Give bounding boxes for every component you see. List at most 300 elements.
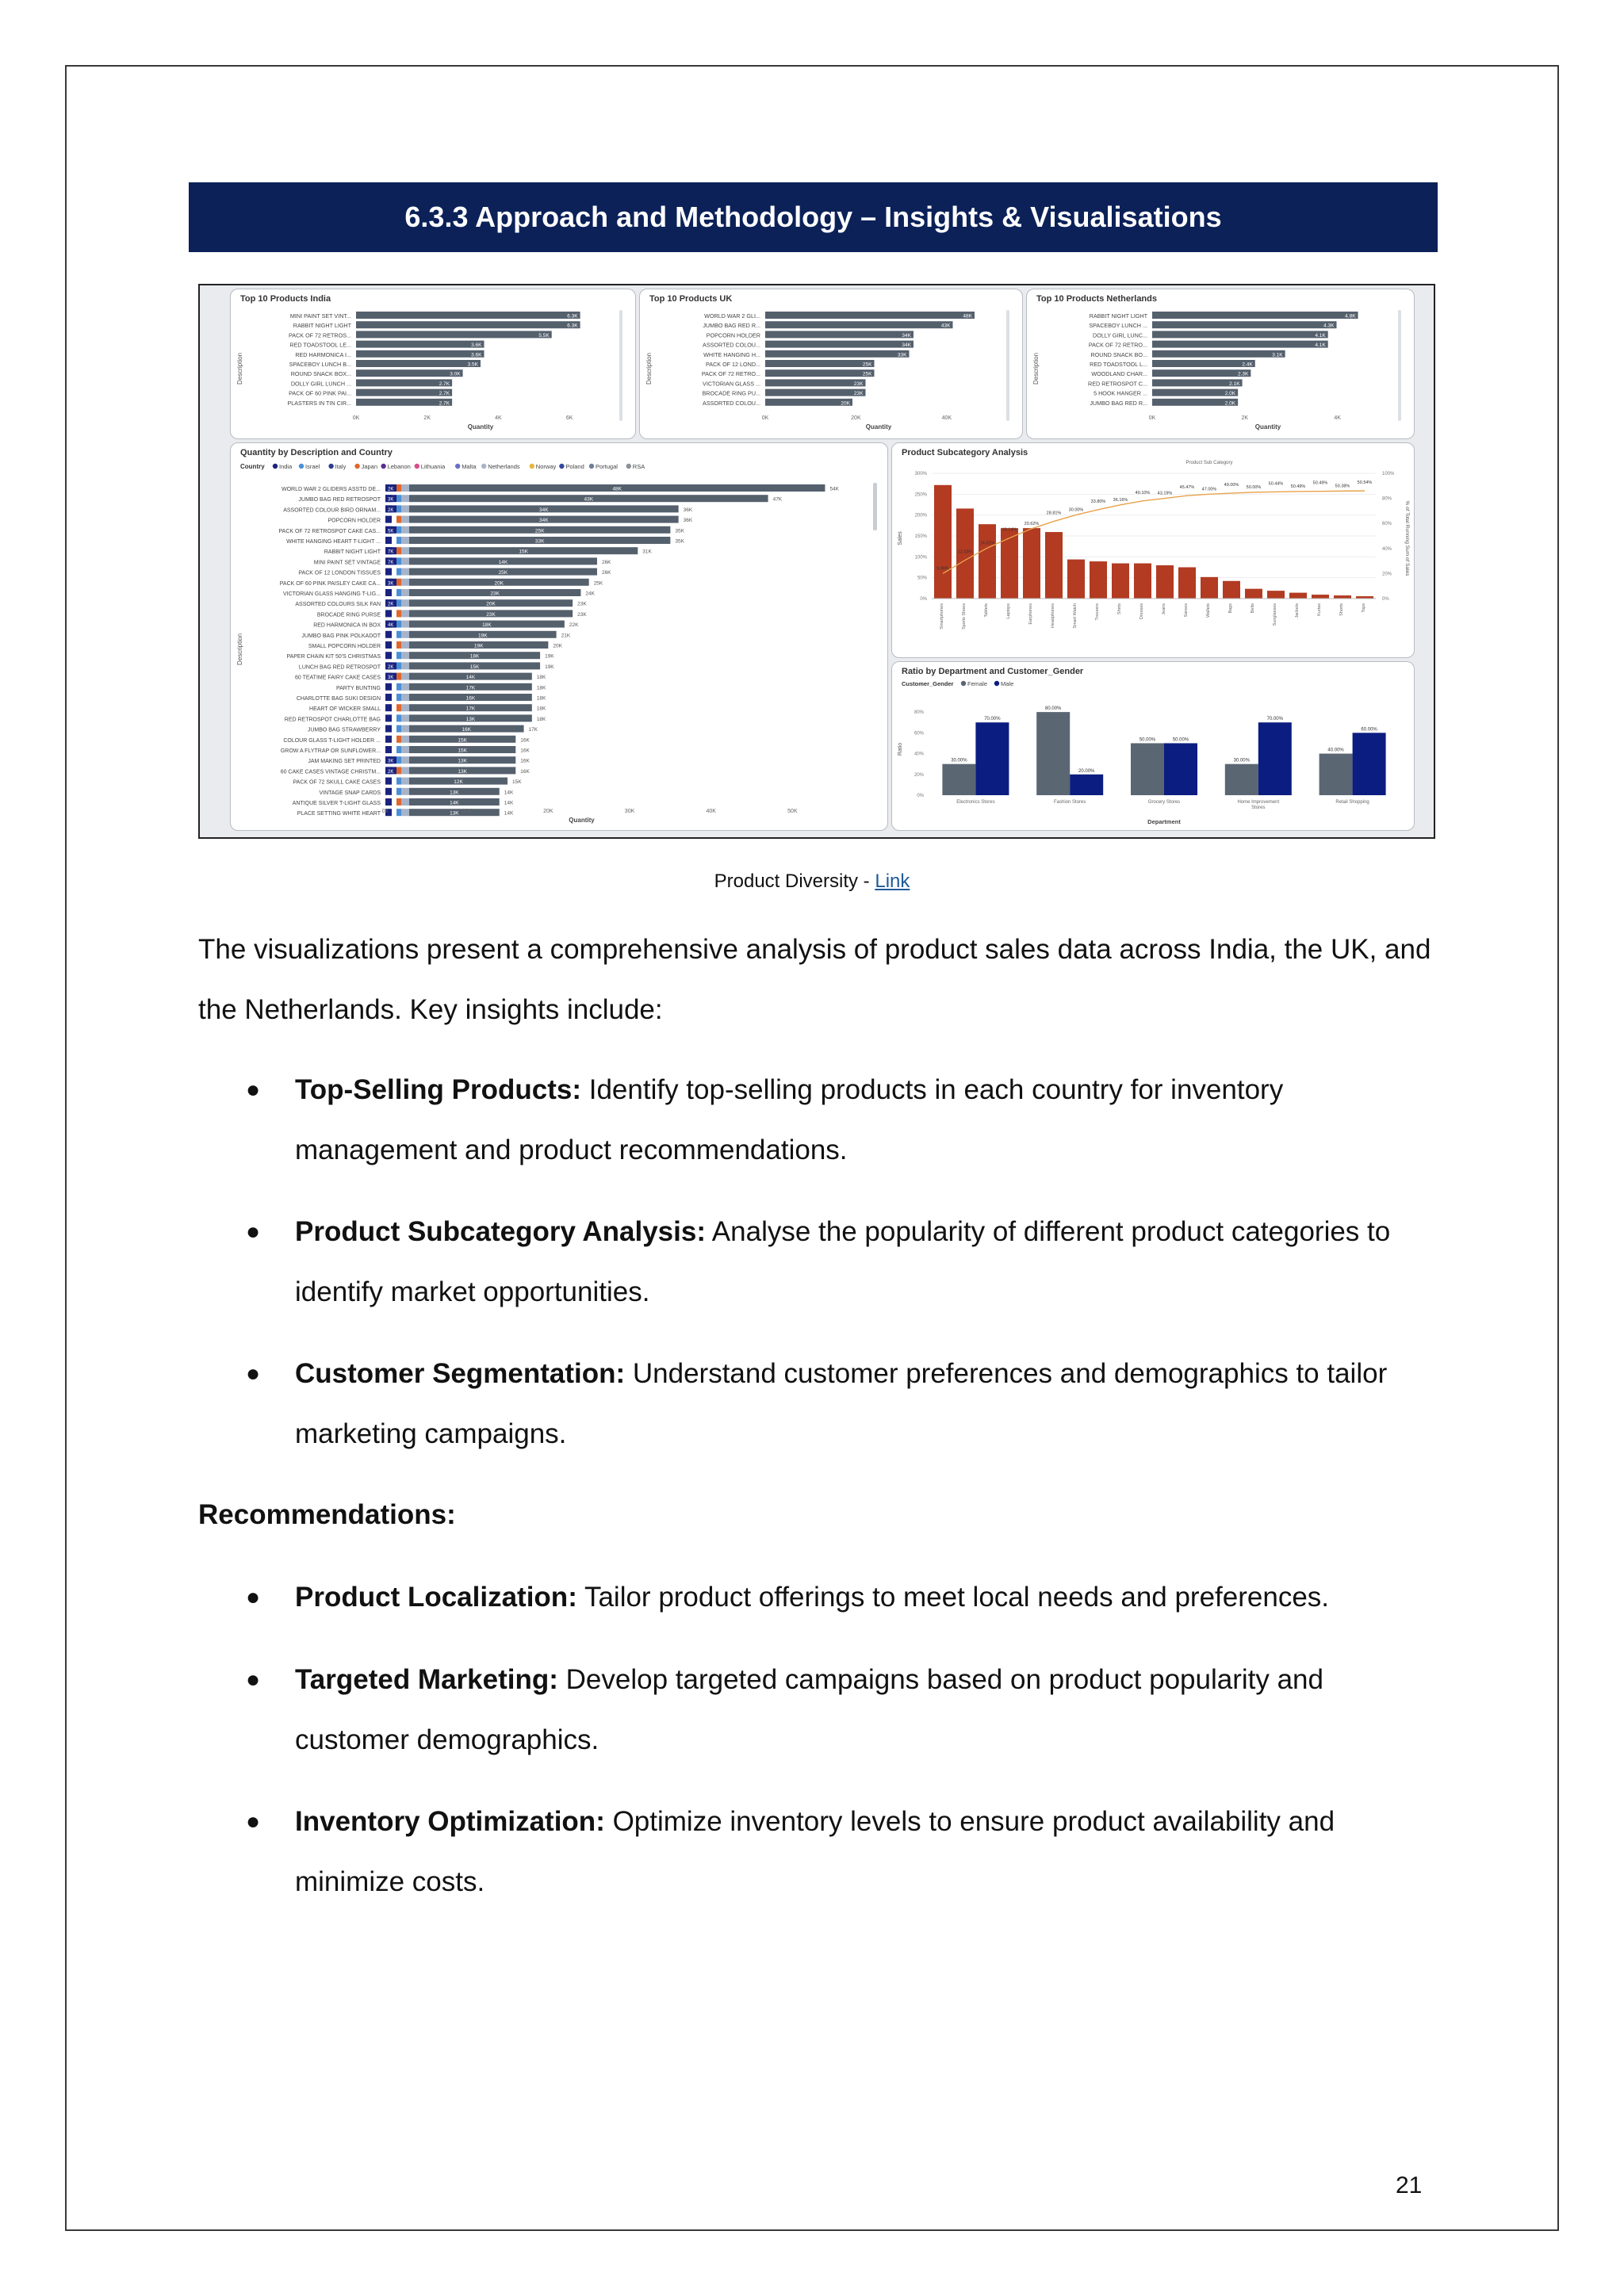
bar-segment — [396, 484, 401, 492]
y-tick-label: 150% — [914, 534, 927, 539]
x-tick-label: 20K — [543, 809, 553, 814]
bar — [1201, 577, 1218, 599]
bar-segment — [396, 641, 401, 649]
legend-marker — [481, 464, 486, 469]
bar-total-label: 16K — [520, 758, 530, 764]
bar-value-label: 5.5K — [538, 332, 550, 339]
bar-segment-label: 2K — [388, 664, 394, 670]
bar-value-label: 2.7K — [439, 400, 450, 407]
recommendation-item — [295, 1567, 1437, 1628]
legend-marker — [559, 464, 564, 469]
bar-value-label: 25K — [862, 371, 872, 377]
bar-segment — [401, 599, 409, 607]
bar — [1267, 591, 1285, 599]
bar — [356, 331, 552, 338]
line-point-label: 28.81% — [1046, 511, 1062, 516]
y-tick-label: 0% — [920, 597, 927, 602]
bar-value-label: 20K — [841, 400, 850, 407]
line-point-label: 50.49% — [1290, 484, 1306, 489]
bar-value-label: 50.00% — [1139, 737, 1156, 743]
x-tick-label: 10K — [462, 809, 472, 814]
panel-qty-desc — [230, 442, 888, 831]
bar-label: SMALL POPCORN HOLDER — [308, 644, 381, 649]
panel-title: Quantity by Description and Country — [240, 448, 393, 457]
bar-total-label: 18K — [536, 695, 546, 702]
bar-label: 5 HOOK HANGER ... — [1094, 389, 1147, 397]
bar-label: ASSORTED COLOU... — [703, 399, 760, 407]
insight-text: Analyse the popularity of different product categories to identify market opportunities. — [295, 1216, 1391, 1307]
bar-segment — [385, 631, 392, 638]
bar-value-label: 25K — [498, 570, 508, 576]
bar-label: 60 CAKE CASES VINTAGE CHRISTM... — [280, 769, 381, 775]
y-tick-label: 60% — [914, 731, 924, 737]
bar-label: RED TOADSTOOL LE... — [289, 341, 351, 349]
bar-value-label: 48K — [963, 313, 972, 320]
insight-title: Top-Selling Products: — [295, 1074, 582, 1105]
bar-segment — [401, 756, 409, 763]
bar-label: POPCORN HOLDER — [706, 331, 760, 339]
page-number: 21 — [1396, 2172, 1423, 2198]
bar-segment — [401, 621, 409, 628]
insight-text: Understand customer preferences and demographics to tailor marketing campaigns. — [295, 1358, 1388, 1449]
legend-title: Country — [240, 463, 265, 470]
y-tick-label: 100% — [914, 555, 927, 561]
bar-segment — [401, 704, 409, 711]
bar-segment — [396, 516, 401, 523]
bar-segment — [401, 547, 409, 554]
legend-marker — [455, 464, 460, 469]
insight-text: Identify top-selling products in each country for inventory management and product recommendations. — [295, 1074, 1284, 1165]
panel-title: Ratio by Department and Customer_Gender — [902, 667, 1084, 676]
y-tick-label: 300% — [914, 472, 927, 476]
x-axis-label: Quantity — [1254, 423, 1281, 430]
legend-item: Male — [1001, 680, 1014, 687]
bar-value-label: 34K — [902, 332, 911, 339]
x-tick-label: Jeans — [1162, 603, 1166, 615]
bar-value-label: 33K — [897, 352, 907, 358]
bullet-icon: ● — [246, 1077, 261, 1103]
bar-value-label: 2.4K — [1242, 362, 1253, 368]
bar — [765, 350, 910, 358]
bar-value-label: 34K — [539, 507, 549, 513]
bar-label: BROCADE RING PURSE — [316, 612, 381, 618]
bar-segment — [401, 788, 409, 795]
bar-value-label: 2.7K — [439, 391, 450, 397]
bar-total-label: 23K — [577, 611, 587, 618]
bar-value-label: 40.00% — [1327, 748, 1344, 753]
bar-label: VINTAGE SNAP CARDS — [319, 790, 381, 796]
bar — [1178, 568, 1196, 599]
bar-label: JUMBO BAG PINK POLKADOT — [301, 633, 381, 639]
bar-label: RED RETROSPOT C... — [1088, 380, 1147, 388]
line-point-label: 40.10% — [1135, 490, 1151, 496]
bar-label: JUMBO BAG RED RETROSPOT — [298, 497, 381, 503]
bar-segment-label: 2K — [388, 487, 394, 492]
bar-label: DOLLY GIRL LUNC... — [1093, 331, 1147, 339]
bar-label: RED RETROSPOT CHARLOTTE BAG — [284, 717, 381, 723]
y-axis-label: Description — [236, 633, 243, 666]
legend-marker — [273, 464, 278, 469]
bar-segment — [385, 568, 392, 576]
bar — [356, 341, 484, 348]
bar — [765, 312, 975, 319]
figure-caption — [0, 871, 1624, 893]
bar — [934, 485, 952, 599]
bar-value-label: 34K — [902, 342, 911, 349]
bar-label: HEART OF WICKER SMALL — [309, 706, 381, 713]
legend-title: Product Sub Category — [1185, 461, 1233, 465]
y-tick-label: 20% — [914, 772, 924, 778]
x-tick-label: 2K — [1241, 415, 1249, 421]
bar-label: PACK OF 72 RETROSPOT CAKE CAS... — [278, 528, 381, 534]
panel-subcat — [891, 442, 1415, 658]
chart-top-nl — [1027, 289, 1415, 439]
legend-marker — [626, 464, 631, 469]
bar-value-label: 15K — [519, 549, 528, 555]
x-tick-label: Sports Shoes — [962, 603, 967, 630]
bar — [356, 360, 481, 367]
bar-value-label: 15K — [458, 737, 467, 744]
legend-item: Italy — [335, 463, 347, 470]
bar-total-label: 16K — [520, 748, 530, 754]
panel-title: Product Subcategory Analysis — [902, 448, 1028, 457]
bar-segment — [401, 579, 409, 586]
intro-paragraph: The visualizations present a comprehensive analysis of product sales data across India, the UK, and the Netherlands. Key insights include: — [198, 934, 1431, 1025]
bar-label: WORLD WAR 2 GLIDERS ASSTD DE... — [282, 487, 381, 492]
bar-segment — [396, 547, 401, 554]
bar-value-label: 33K — [534, 538, 545, 545]
bar-value-label: 17K — [465, 685, 476, 691]
bar-label: PACK OF 60 PINK PAISLEY CAKE CA... — [279, 580, 381, 587]
bar — [765, 331, 914, 338]
bar — [1152, 360, 1255, 367]
bar-segment — [401, 537, 409, 544]
bar-value-label: 50.00% — [1172, 737, 1189, 743]
bar-value-label: 4.8K — [1345, 313, 1356, 320]
bar-segment — [401, 589, 409, 596]
bar-segment — [385, 610, 392, 617]
x-tick-label: Belts — [1251, 603, 1255, 614]
bar-value-label: 4.1K — [1315, 342, 1326, 349]
bar-segment — [385, 589, 392, 596]
bar — [1334, 595, 1351, 599]
bar-segment-label: 2K — [388, 507, 394, 513]
line-point-label: 20.62% — [1024, 521, 1040, 526]
bar-value-label: 2.3K — [1237, 371, 1249, 377]
bar-segment — [401, 568, 409, 576]
bar-label: VICTORIAN GLASS HANGING T-LIG... — [282, 591, 381, 597]
bar-label: MINI PAINT SET VINTAGE — [313, 560, 381, 566]
legend-item: Malta — [462, 463, 477, 470]
bar-value-label: 18K — [469, 653, 480, 660]
bar-segment — [396, 798, 401, 806]
bar-value-label: 14K — [498, 559, 508, 565]
x-tick-label: 50K — [787, 809, 798, 814]
section-heading — [189, 182, 1438, 252]
bar — [765, 369, 875, 377]
bar-label: ASSORTED COLOU... — [703, 341, 760, 349]
bar-label: WORLD WAR 2 GLI... — [704, 312, 760, 320]
panel-top-india — [230, 289, 636, 439]
bar-value-label: 16K — [462, 727, 472, 733]
bar-segment — [385, 725, 392, 733]
legend-item: Lebanon — [387, 463, 411, 470]
bar-label: PARTY BUNTING — [335, 685, 381, 691]
bar-value-label: 6.3K — [567, 323, 578, 329]
bar-value-label: 3.6K — [471, 342, 482, 349]
bar-total-label: 19K — [545, 653, 554, 660]
bar-total-label: 18K — [536, 716, 546, 722]
bar-value-label: 4.1K — [1315, 332, 1326, 339]
line-point-label: 43.19% — [1157, 491, 1173, 496]
bar-female — [1036, 712, 1070, 795]
bar-segment — [385, 736, 392, 743]
legend-marker — [589, 464, 594, 469]
chart-qty-desc — [231, 443, 888, 831]
x-tick-label: Smart Watch — [1073, 603, 1078, 629]
bar-female — [1131, 743, 1164, 795]
bar-segment — [396, 526, 401, 534]
y2-tick-label: 20% — [1382, 572, 1392, 577]
x-tick-label: Jackets — [1295, 603, 1300, 618]
line-point-label: 50.49% — [1312, 480, 1328, 486]
bar-total-label: 17K — [528, 727, 538, 733]
bar-label: 60 TEATIME FAIRY CAKE CASES — [294, 675, 381, 681]
x-tick-label: 40K — [706, 809, 716, 814]
bar-segment — [396, 746, 401, 753]
legend-marker — [994, 681, 999, 686]
bar-segment — [401, 683, 409, 691]
bar-segment — [385, 683, 392, 691]
bar-value-label: 3.6K — [471, 352, 482, 358]
bar-segment — [396, 568, 401, 576]
line-point-label: 19.14% — [1002, 527, 1017, 533]
bar — [765, 360, 875, 367]
bar-segment — [396, 714, 401, 721]
insight-item — [295, 1344, 1437, 1464]
panel-top-nl — [1026, 289, 1415, 439]
bar-label: RABBIT NIGHT LIGHT — [1089, 312, 1147, 320]
bar-total-label: 18K — [536, 675, 546, 681]
bar-segment — [385, 652, 392, 659]
legend-marker — [354, 464, 359, 469]
bar-label: PACK OF 72 RETROS... — [289, 331, 351, 339]
bar-segment — [396, 809, 401, 816]
line-point-label: 45.47% — [1179, 485, 1195, 491]
panel-top-uk — [639, 289, 1023, 439]
line-point-label: 50.54% — [1357, 480, 1373, 486]
recommendation-title: Targeted Marketing: — [295, 1664, 558, 1695]
bar-value-label: 2.7K — [439, 381, 450, 387]
bar-total-label: 35K — [675, 528, 684, 534]
bar-segment — [396, 621, 401, 628]
bar-segment — [385, 798, 392, 806]
bar-segment — [385, 694, 392, 701]
insight-item — [295, 1060, 1437, 1181]
bar-value-label: 13K — [450, 790, 459, 796]
scrollbar — [873, 483, 877, 530]
y2-tick-label: 40% — [1382, 546, 1392, 552]
x-tick-label: Sarees — [1184, 603, 1189, 618]
bar-label: JAM MAKING SET PRINTED — [308, 759, 381, 765]
bar-segment — [396, 736, 401, 743]
bar — [1245, 589, 1262, 599]
bar — [1152, 350, 1285, 358]
bar — [979, 524, 996, 599]
x-tick-label: Grocery Stores — [1147, 800, 1181, 805]
bar-segment — [401, 673, 409, 680]
bar-segment — [396, 610, 401, 617]
bar-segment-label: 3K — [388, 675, 394, 681]
legend-item: Israel — [305, 463, 320, 470]
line-point-label: 36.16% — [1113, 497, 1128, 503]
recommendation-text: Optimize inventory levels to ensure product availability and minimize costs. — [295, 1806, 1335, 1897]
legend-marker — [530, 464, 534, 469]
bar-male — [1258, 722, 1292, 795]
bar-segment — [396, 495, 401, 502]
bar-value-label: 3.0K — [450, 371, 461, 377]
bar-label: LUNCH BAG RED RETROSPOT — [298, 664, 381, 671]
bar-segment — [401, 736, 409, 743]
bar-label: JUMBO BAG STRAWBERRY — [307, 727, 381, 733]
bar-segment — [401, 495, 409, 502]
bar-segment — [401, 652, 409, 659]
x-tick-label: 4K — [495, 415, 502, 421]
bar-value-label: 30.00% — [951, 758, 967, 763]
bar — [356, 321, 580, 328]
line-point-label: 47.00% — [1201, 487, 1217, 492]
bullet-icon: ● — [246, 1667, 261, 1693]
bar-segment-label: 2K — [388, 602, 394, 607]
bar-label: PACK OF 72 RETRO... — [1088, 341, 1147, 349]
bar-segment — [396, 694, 401, 701]
bar-value-label: 4.3K — [1323, 323, 1335, 329]
x-tick-label: Wallets — [1206, 603, 1211, 618]
legend-marker — [961, 681, 966, 686]
bar-total-label: 14K — [504, 810, 514, 817]
caption-text: Product Diversity - — [714, 871, 875, 892]
x-tick-label: Laptops — [1006, 603, 1011, 619]
bar-segment-label: 7K — [388, 560, 394, 565]
line-point-label: 9.96% — [936, 566, 949, 572]
y-axis-label: Sales — [898, 531, 903, 545]
caption-link[interactable]: Link — [875, 871, 910, 892]
y-tick-label: 0% — [917, 794, 924, 798]
bar — [765, 389, 866, 396]
bar — [1223, 581, 1240, 599]
legend-marker — [415, 464, 419, 469]
x-tick-label: Headphones — [1051, 603, 1055, 629]
chart-top-india — [231, 289, 636, 439]
scrollbar — [1398, 310, 1401, 421]
bar-segment — [385, 516, 392, 523]
x-axis-label: Department — [1147, 818, 1181, 825]
bar-female — [1320, 754, 1353, 795]
x-tick-label: Dresses — [1139, 603, 1144, 620]
bar-label: PACK OF 72 SKULL CAKE CASES — [293, 779, 381, 786]
x-tick-label: 0K — [352, 415, 360, 421]
legend-item: Portugal — [596, 463, 618, 470]
bar-segment — [396, 756, 401, 763]
legend-item: Netherlands — [488, 463, 520, 470]
bar-segment-label: 3K — [388, 497, 394, 503]
bar-segment — [401, 631, 409, 638]
bar-value-label: 20K — [494, 580, 504, 587]
bar-value-label: 13K — [458, 758, 467, 764]
bar-label: WHITE HANGING HEART T-LIGHT ... — [286, 539, 381, 545]
bar-total-label: 47K — [772, 496, 783, 503]
bar-segment-label: 3K — [388, 759, 394, 764]
x-tick-label: Fashion Stores — [1054, 800, 1086, 805]
scrollbar — [619, 310, 622, 421]
bar — [1152, 369, 1251, 377]
bar-segment-label: 7K — [388, 549, 394, 555]
x-tick-label: Stores — [1251, 806, 1266, 810]
bar-male — [975, 722, 1009, 795]
bar-total-label: 36K — [683, 507, 693, 513]
x-tick-label: Shirts — [1117, 603, 1122, 615]
bar-value-label: 17K — [465, 706, 476, 712]
bar-label: SPACEBOY LUNCH ... — [1089, 322, 1147, 330]
legend-item: Japan — [361, 463, 378, 470]
bar-segment — [401, 798, 409, 806]
bar-label: MINI PAINT SET VINT... — [289, 312, 351, 320]
bar — [356, 350, 484, 358]
bar — [765, 321, 953, 328]
bar-segment — [401, 610, 409, 617]
bar-value-label: 43K — [584, 496, 594, 503]
bar — [765, 379, 866, 386]
bar-segment — [396, 589, 401, 596]
bar-total-label: 15K — [512, 779, 522, 786]
bar-label: PACK OF 12 LOND... — [706, 361, 760, 368]
bar — [1289, 593, 1307, 599]
bar-total-label: 16K — [520, 768, 530, 775]
y2-tick-label: 0% — [1382, 597, 1389, 602]
insight-title: Product Subcategory Analysis: — [295, 1216, 706, 1247]
bar-label: PACK OF 12 LONDON TISSUES — [298, 570, 381, 576]
y-tick-label: 250% — [914, 492, 927, 498]
legend-item: Lithuania — [420, 463, 446, 470]
bar-label: VICTORIAN GLASS ... — [703, 380, 760, 388]
bar-label: PACK OF 60 PINK PAI... — [289, 389, 351, 397]
chart-top-uk — [640, 289, 1023, 439]
bar — [1152, 331, 1328, 338]
bar-segment — [396, 652, 401, 659]
bar — [1067, 560, 1085, 599]
bar-segment — [396, 778, 401, 785]
insight-item — [295, 1202, 1437, 1322]
bar-segment — [385, 788, 392, 795]
x-tick-label: Tablets — [984, 603, 989, 618]
bar-segment — [401, 557, 409, 564]
x-axis-label: Quantity — [467, 423, 494, 430]
legend-marker — [381, 464, 385, 469]
bar-value-label: 2.1K — [1229, 381, 1240, 387]
bar-segment — [396, 683, 401, 691]
bar-value-label: 2.0K — [1224, 400, 1236, 407]
bar-segment-label: 3K — [388, 581, 394, 587]
bar-value-label: 13K — [465, 716, 476, 722]
bar-value-label: 13K — [458, 768, 467, 775]
bar-value-label: 14K — [450, 800, 459, 806]
bar-segment — [401, 526, 409, 534]
y-tick-label: 200% — [914, 513, 927, 519]
x-axis-label: Quantity — [865, 423, 892, 430]
bar-label: GROW A FLYTRAP OR SUNFLOWER... — [280, 748, 381, 754]
bar-value-label: 30.00% — [1233, 758, 1250, 763]
x-axis-label: Quantity — [569, 817, 595, 824]
